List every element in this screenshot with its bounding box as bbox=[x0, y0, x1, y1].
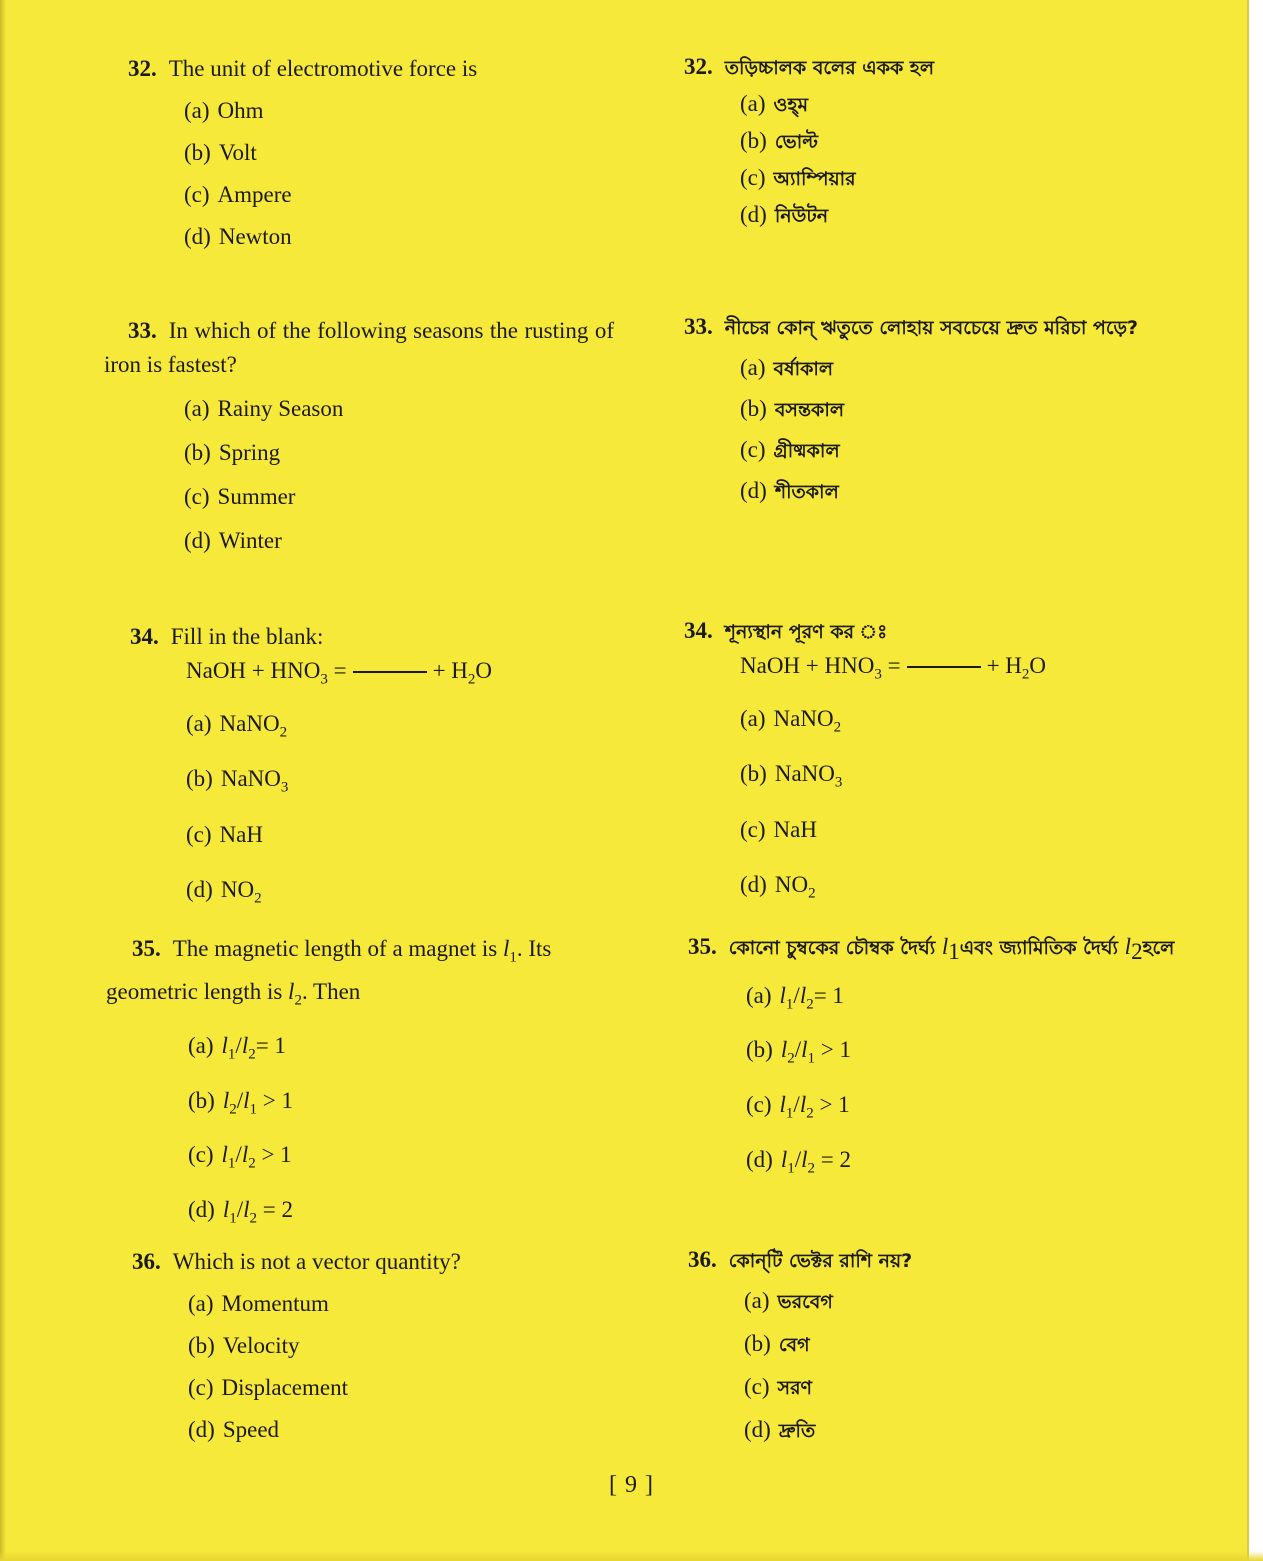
option-c[interactable]: (c) Ampere bbox=[184, 182, 292, 207]
page-left-edge bbox=[0, 0, 6, 1561]
option-c[interactable]: (c) গ্রীষ্মকাল bbox=[740, 437, 840, 462]
option-b[interactable]: (b) Spring bbox=[184, 440, 281, 465]
question-34-english bbox=[130, 620, 492, 916]
question-number: 32. bbox=[684, 54, 713, 79]
page-right-edge bbox=[1247, 0, 1263, 1561]
option-a[interactable]: (a) ওহ্‌ম bbox=[740, 91, 809, 116]
option-c[interactable]: (c) অ্যাম্পিয়ার bbox=[740, 165, 856, 190]
option-a[interactable]: (a) Rainy Season bbox=[184, 396, 344, 421]
option-d[interactable]: (d) শীতকাল bbox=[740, 478, 839, 503]
question-text: Fill in the blank: bbox=[170, 624, 324, 649]
question-text: The unit of electromotive force is bbox=[168, 56, 478, 81]
question-stem bbox=[684, 310, 1138, 345]
option-d[interactable]: (d) $l_1/l_2 = 2$ bbox=[746, 1146, 851, 1177]
option-c[interactable]: (c) $l_1/l_2 > 1$ bbox=[188, 1142, 292, 1172]
question-number: 35. bbox=[688, 934, 717, 959]
option-b[interactable]: (b) Volt bbox=[184, 140, 257, 165]
option-d[interactable]: (d) দ্রুতি bbox=[744, 1417, 816, 1442]
option-c[interactable]: (c) সরণ bbox=[744, 1374, 813, 1399]
question-32-bengali bbox=[684, 50, 934, 233]
option-a[interactable]: (a) NaNO$_2$ bbox=[186, 710, 288, 741]
option-d[interactable]: (d) নিউটন bbox=[740, 202, 829, 227]
option-a[interactable]: (a) Momentum bbox=[188, 1291, 329, 1316]
answer-blank bbox=[353, 671, 427, 673]
question-text: In which of the following seasons the rusting of iron is fastest? bbox=[104, 318, 614, 377]
option-a[interactable]: (a) ভরবেগ bbox=[744, 1288, 833, 1313]
option-b[interactable]: (b) বসন্তকাল bbox=[740, 396, 845, 421]
question-number: 36. bbox=[688, 1247, 717, 1272]
question-stem bbox=[132, 1245, 461, 1279]
option-d[interactable]: (d) $NO_2$ bbox=[186, 877, 262, 907]
question-number: 34. bbox=[130, 624, 159, 649]
answer-blank bbox=[907, 666, 981, 668]
option-d[interactable]: (d) $NO_2$ bbox=[740, 872, 816, 902]
option-a[interactable]: (a) Ohm bbox=[184, 98, 264, 123]
question-stem bbox=[128, 52, 477, 86]
question-text: কোন্‌টি ভেক্টর রাশি নয়? bbox=[728, 1250, 913, 1272]
option-d[interactable]: (d) Newton bbox=[184, 224, 292, 249]
page-bottom-edge bbox=[0, 1551, 1263, 1561]
question-stem bbox=[104, 314, 614, 382]
question-34-bengali bbox=[684, 614, 1046, 911]
question-stem bbox=[130, 620, 492, 654]
option-a[interactable]: (a) $l_1/l_2= 1$ bbox=[746, 982, 844, 1013]
question-number: 33. bbox=[684, 314, 713, 339]
question-36-english bbox=[132, 1245, 461, 1447]
question-number: 32. bbox=[128, 56, 157, 81]
option-d[interactable]: (d) Speed bbox=[188, 1417, 280, 1442]
question-stem: 35. কোনো চুম্বকের চৌম্বক দৈর্ঘ্য $l_1এবং$ জ্যামিতিক দৈর্ঘ্য $l_2হলে$ bbox=[688, 934, 1175, 964]
question-33-bengali bbox=[684, 310, 1138, 509]
question-text: নীচের কোন্‌ ঋতুতে লোহায় সবচেয়ে দ্রুত মরিচা পড়ে? bbox=[724, 317, 1139, 339]
question-text: Which is not a vector quantity? bbox=[172, 1249, 461, 1274]
question-stem bbox=[684, 50, 934, 85]
option-c[interactable]: (c) $l_1/l_2 > 1$ bbox=[746, 1091, 850, 1122]
question-36-bengali bbox=[688, 1243, 912, 1448]
equation: NaOH + $HNO_3$ = + $H_2O$ bbox=[186, 658, 493, 688]
option-a[interactable]: (a) $l_1/l_2= 1$ bbox=[188, 1033, 286, 1063]
equation: NaOH + $HNO_3$ = + $H_2O$ bbox=[740, 653, 1047, 683]
question-stem bbox=[688, 1243, 912, 1278]
option-b[interactable]: (b) বেগ bbox=[744, 1331, 810, 1356]
option-a[interactable]: (a) NaNO$_2$ bbox=[740, 705, 842, 736]
option-b[interactable]: (b) $l_2/l_1 > 1$ bbox=[746, 1037, 851, 1067]
option-d[interactable]: (d) Winter bbox=[184, 528, 282, 553]
question-35-bengali bbox=[662, 930, 1182, 1185]
option-c[interactable]: (c) Summer bbox=[184, 484, 296, 509]
option-c[interactable]: (c) NaH bbox=[186, 821, 263, 847]
option-b[interactable]: (b) Velocity bbox=[188, 1333, 300, 1358]
option-a[interactable]: (a) বর্ষাকাল bbox=[740, 355, 834, 380]
question-35-english bbox=[106, 932, 616, 1236]
option-d[interactable]: (d) $l_1/l_2 = 2$ bbox=[188, 1196, 293, 1227]
question-stem bbox=[684, 614, 1046, 649]
option-b[interactable]: (b) $l_2/l_1 > 1$ bbox=[188, 1087, 293, 1118]
option-b[interactable]: (b) ভোল্ট bbox=[740, 128, 818, 153]
option-b[interactable]: (b) NaNO$_3$ bbox=[186, 766, 289, 796]
question-text: তড়িচ্চালক বলের একক হল bbox=[724, 57, 935, 79]
question-number: 34. bbox=[684, 618, 713, 643]
question-33-english bbox=[104, 314, 614, 558]
question-number: 33. bbox=[128, 318, 157, 343]
option-c[interactable]: (c) Displacement bbox=[188, 1375, 348, 1400]
option-c[interactable]: (c) NaH bbox=[740, 816, 817, 842]
question-number: 36. bbox=[132, 1249, 161, 1274]
question-32-english bbox=[128, 52, 477, 254]
page-number: [ 9 ] bbox=[609, 1472, 654, 1498]
question-text: শূন্যস্থান পূরণ কর ঃ bbox=[724, 621, 888, 643]
question-number: 35. bbox=[132, 936, 161, 961]
option-b[interactable]: (b) NaNO$_3$ bbox=[740, 761, 843, 791]
question-stem: 35. The magnetic length of a magnet is $l_1$. Its geometric length is $l_2$. Then bbox=[106, 936, 552, 1009]
